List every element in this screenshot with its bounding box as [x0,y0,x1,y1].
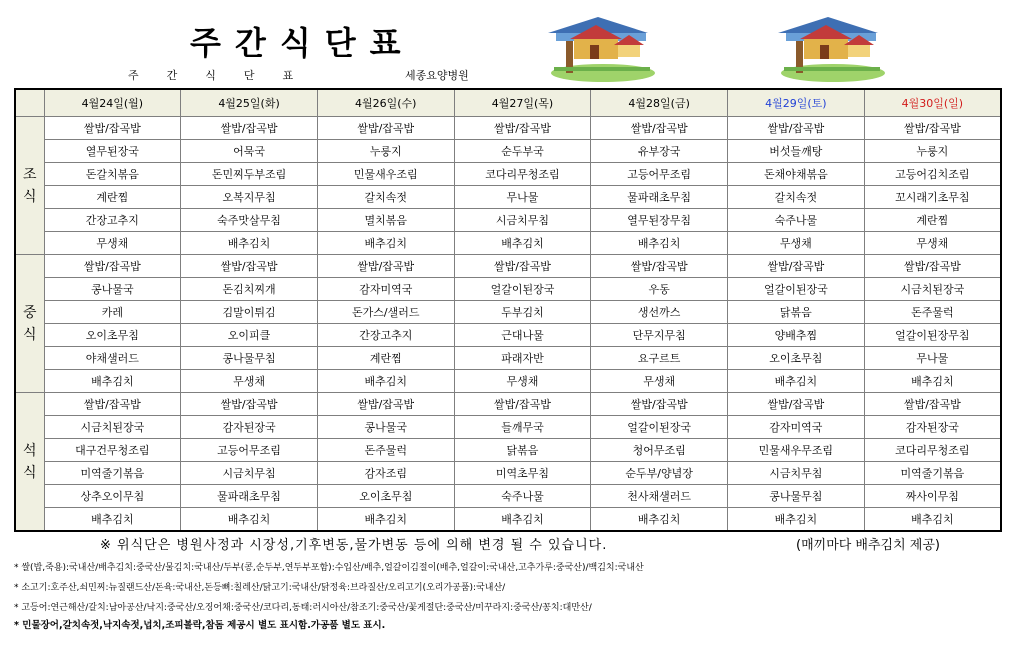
dish-cell: 간장고추지 [44,209,181,232]
dish-cell: 버섯들깨탕 [728,140,865,163]
dish-cell: 무나물 [864,347,1001,370]
dish-cell: 오이피클 [181,324,318,347]
dish-cell: 민물새우무조림 [728,439,865,462]
dish-cell: 얼갈이된장국 [728,278,865,301]
corner-cell [15,89,44,117]
dish-cell: 쌀밥/잡곡밥 [454,393,591,416]
weekly-menu-table [14,88,1002,532]
dish-cell: 돈채야채볶음 [728,163,865,186]
dish-cell: 배추김치 [591,232,728,255]
dish-cell: 쌀밥/잡곡밥 [864,255,1001,278]
dish-cell: 들깨무국 [454,416,591,439]
table-row [15,370,1001,393]
dish-cell: 숙주나물 [728,209,865,232]
table-row [15,508,1001,532]
dish-cell: 시금치무침 [181,462,318,485]
dish-cell: 배추김치 [317,232,454,255]
dish-cell: 닭볶음 [454,439,591,462]
table-row [15,416,1001,439]
dish-cell: 배추김치 [317,370,454,393]
dish-cell: 오이초무침 [44,324,181,347]
dish-cell: 열무된장무침 [591,209,728,232]
table-row [15,301,1001,324]
dish-cell: 오이초무침 [317,485,454,508]
day-header-saturday: 4월29일(토) [728,89,865,117]
table-row [15,117,1001,140]
day-header: 4월25일(화) [181,89,318,117]
hospital-name: 세종요양병원 [405,69,469,82]
dish-cell: 미역줄기볶음 [864,462,1001,485]
dish-cell: 무생채 [181,370,318,393]
dish-cell: 쌀밥/잡곡밥 [317,393,454,416]
dish-cell: 배추김치 [181,508,318,532]
dish-cell: 상추오이무침 [44,485,181,508]
dish-cell: 김말이튀김 [181,301,318,324]
dish-cell: 배추김치 [728,508,865,532]
dish-cell: 생선까스 [591,301,728,324]
dish-cell: 물파래초무침 [181,485,318,508]
dish-cell: 순두부/양념장 [591,462,728,485]
table-row [15,393,1001,416]
day-header: 4월27일(목) [454,89,591,117]
dish-cell: 쌀밥/잡곡밥 [317,255,454,278]
dish-cell: 쌀밥/잡곡밥 [728,255,865,278]
footnote-special: * 민물장어,갈치속젓,낙지속젓,넙치,조피볼락,참돔 제공시 별도 표시함.가공품 별도 표시. [14,620,386,631]
table-row [15,209,1001,232]
dish-cell: 누룽지 [317,140,454,163]
dish-cell: 오복지무침 [181,186,318,209]
dish-cell: 두부김치 [454,301,591,324]
dish-cell: 배추김치 [181,232,318,255]
dish-cell: 민물새우조림 [317,163,454,186]
dish-cell: 어묵국 [181,140,318,163]
dish-cell: 쌀밥/잡곡밥 [864,393,1001,416]
dish-cell: 천사채샐러드 [591,485,728,508]
dish-cell: 배추김치 [454,508,591,532]
table-row [15,347,1001,370]
dish-cell: 배추김치 [44,370,181,393]
dish-cell: 순두부국 [454,140,591,163]
dish-cell: 고등어무조림 [181,439,318,462]
meal-label: 석식 [15,393,44,532]
dish-cell: 무나물 [454,186,591,209]
dish-cell: 무생채 [728,232,865,255]
dish-cell: 코다리무청조림 [454,163,591,186]
dish-cell: 돈가스/샐러드 [317,301,454,324]
dish-cell: 코다리무청조림 [864,439,1001,462]
table-row [15,255,1001,278]
dish-cell: 고등어무조림 [591,163,728,186]
dish-cell: 시금치된장국 [864,278,1001,301]
page-title: 주간식단표 [190,24,415,62]
dish-cell: 배추김치 [864,370,1001,393]
footnote-origin-fish: * 고등어:연근해산/갈치:남아공산/낙지:중국산/오징어채:중국산/코다리,동태:러시아산/참조기:중국산/꽃게절단:중국산/미꾸라지:중국산/꽁치:대만산/ [14,603,592,613]
dish-cell: 얼갈이된장국 [591,416,728,439]
dish-cell: 감자조림 [317,462,454,485]
dish-cell: 배추김치 [864,508,1001,532]
dish-cell: 돈민찌두부조림 [181,163,318,186]
dish-cell: 우동 [591,278,728,301]
dish-cell: 간장고추지 [317,324,454,347]
day-header: 4월28일(금) [591,89,728,117]
dish-cell: 돈주물럭 [864,301,1001,324]
dish-cell: 쌀밥/잡곡밥 [44,255,181,278]
dish-cell: 미역줄기볶음 [44,462,181,485]
dish-cell: 배추김치 [591,508,728,532]
table-row [15,278,1001,301]
dish-cell: 미역초무침 [454,462,591,485]
meal-label: 중식 [15,255,44,393]
dish-cell: 청어무조림 [591,439,728,462]
kimchi-notice: (매끼마다 배추김치 제공) [796,538,940,553]
dish-cell: 콩나물국 [44,278,181,301]
dish-cell: 무생채 [44,232,181,255]
dish-cell: 무생채 [591,370,728,393]
dish-cell: 닭볶음 [728,301,865,324]
footnote-origin-rice: * 쌀(밥,죽용):국내산/배추김치:중국산/물김치:국내산/두부(콩,순두부,연두부포함):수입산/배추,얼갈이김절이(배추,얼갈이:국내산,고추가루:중국산)/백김치:국내산 [14,563,644,573]
table-row [15,324,1001,347]
dish-cell: 얼갈이된장국 [454,278,591,301]
dish-cell: 물파래초무침 [591,186,728,209]
table-row [15,232,1001,255]
dish-cell: 배추김치 [728,370,865,393]
dish-cell: 숙주나물 [454,485,591,508]
dish-cell: 오이초무침 [728,347,865,370]
dish-cell: 시금치무침 [728,462,865,485]
dish-cell: 쌀밥/잡곡밥 [44,393,181,416]
dish-cell: 쌀밥/잡곡밥 [181,393,318,416]
dish-cell: 감자된장국 [864,416,1001,439]
dish-cell: 파래자반 [454,347,591,370]
dish-cell: 단무지무침 [591,324,728,347]
dish-cell: 짜사이무침 [864,485,1001,508]
dish-cell: 배추김치 [44,508,181,532]
dish-cell: 고등어김치조림 [864,163,1001,186]
dish-cell: 쌀밥/잡곡밥 [317,117,454,140]
dish-cell: 돈갈치볶음 [44,163,181,186]
dish-cell: 계란찜 [317,347,454,370]
dish-cell: 꼬시래기초무침 [864,186,1001,209]
table-row [15,163,1001,186]
dish-cell: 콩나물무침 [181,347,318,370]
footnote-origin-meat: * 소고기:호주산,쇠민찌:뉴질랜드산/돈육:국내산,돈등뼈:칠레산/닭고기:국내산/닭정육:브라질산/오리고기(오리가공품):국내산/ [14,583,506,593]
dish-cell: 감자미역국 [728,416,865,439]
dish-cell: 숙주맛살무침 [181,209,318,232]
dish-cell: 쌀밥/잡곡밥 [728,117,865,140]
dish-cell: 쌀밥/잡곡밥 [44,117,181,140]
house-illustration-left [548,15,658,83]
day-header-sunday: 4월30일(일) [864,89,1001,117]
dish-cell: 쌀밥/잡곡밥 [181,117,318,140]
change-notice: ※ 위식단은 병원사정과 시장성,기후변동,물가변동 등에 의해 변경 될 수 있습니다. [100,538,608,553]
house-illustration-right [778,15,888,83]
dish-cell: 열무된장국 [44,140,181,163]
dish-cell: 콩나물국 [317,416,454,439]
dish-cell: 쌀밥/잡곡밥 [454,117,591,140]
dish-cell: 쌀밥/잡곡밥 [454,255,591,278]
dish-cell: 쌀밥/잡곡밥 [591,117,728,140]
page-subtitle: 주간식단표 [128,69,322,82]
dish-cell: 감자미역국 [317,278,454,301]
meal-label: 조식 [15,117,44,255]
dish-cell: 배추김치 [317,508,454,532]
day-header-row [15,89,1001,117]
table-row [15,186,1001,209]
dish-cell: 갈치속젓 [317,186,454,209]
dish-cell: 무생채 [454,370,591,393]
dish-cell: 요구르트 [591,347,728,370]
dish-cell: 쌀밥/잡곡밥 [181,255,318,278]
dish-cell: 멸치볶음 [317,209,454,232]
day-header: 4월26일(수) [317,89,454,117]
dish-cell: 쌀밥/잡곡밥 [591,393,728,416]
dish-cell: 야채샐러드 [44,347,181,370]
dish-cell: 돈주물럭 [317,439,454,462]
day-header: 4월24일(월) [44,89,181,117]
dish-cell: 시금치무침 [454,209,591,232]
table-row [15,462,1001,485]
dish-cell: 근대나물 [454,324,591,347]
dish-cell: 대구건무청조림 [44,439,181,462]
dish-cell: 양배추찜 [728,324,865,347]
dish-cell: 유부장국 [591,140,728,163]
dish-cell: 쌀밥/잡곡밥 [864,117,1001,140]
dish-cell: 감자된장국 [181,416,318,439]
dish-cell: 갈치속젓 [728,186,865,209]
dish-cell: 시금치된장국 [44,416,181,439]
dish-cell: 쌀밥/잡곡밥 [728,393,865,416]
table-row [15,485,1001,508]
dish-cell: 배추김치 [454,232,591,255]
dish-cell: 계란찜 [864,209,1001,232]
table-row [15,140,1001,163]
dish-cell: 계란찜 [44,186,181,209]
dish-cell: 누룽지 [864,140,1001,163]
dish-cell: 콩나물무침 [728,485,865,508]
dish-cell: 무생채 [864,232,1001,255]
dish-cell: 얼갈이된장무침 [864,324,1001,347]
dish-cell: 쌀밥/잡곡밥 [591,255,728,278]
dish-cell: 돈김치찌개 [181,278,318,301]
table-row [15,439,1001,462]
dish-cell: 카레 [44,301,181,324]
